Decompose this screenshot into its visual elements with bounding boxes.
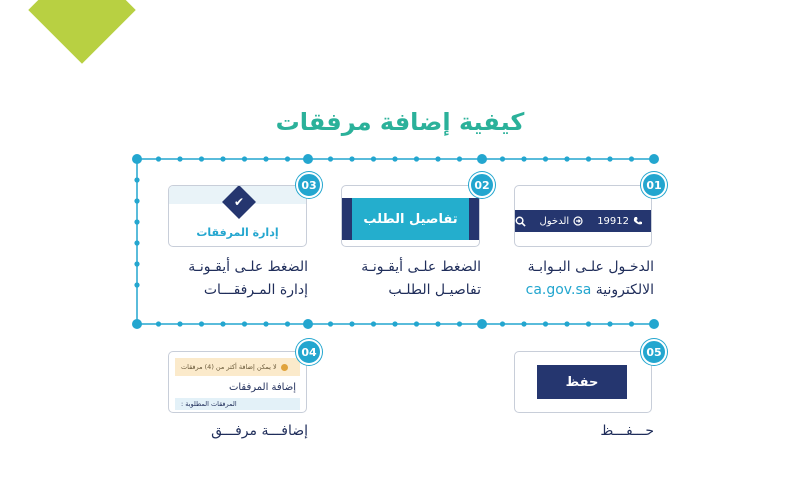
- step-03-card[interactable]: [168, 185, 307, 247]
- warning-text: لا يمكن إضافة أكثر من (4) مرفقات: [181, 363, 277, 371]
- connector-dot: [586, 321, 591, 326]
- login-icon: [573, 216, 583, 226]
- phone-icon: [633, 216, 643, 226]
- connector-dot: [134, 261, 139, 266]
- connector-dot: [543, 321, 548, 326]
- connector-node: [649, 154, 659, 164]
- step-05-card: [514, 351, 652, 413]
- step-03-caption-line2: إدارة المـرفقـــات: [203, 282, 308, 298]
- request-details-frame: [342, 198, 479, 240]
- step-04-caption: [211, 420, 308, 443]
- connector-dot: [220, 321, 225, 326]
- connector-node: [132, 319, 142, 329]
- connector-dot: [435, 156, 440, 161]
- step-05-caption: [600, 420, 654, 443]
- connector-dot: [134, 282, 139, 287]
- connector-dot: [607, 321, 612, 326]
- add-attachments-heading: إضافة المرفقات: [228, 382, 296, 393]
- connector-dot: [285, 321, 290, 326]
- step-01-caption-line2-text: الالكترونية: [591, 282, 654, 298]
- connector-dot: [263, 321, 268, 326]
- step-04-card: [168, 351, 307, 413]
- connector-dot: [457, 156, 462, 161]
- connector-dot: [500, 321, 505, 326]
- step-01-caption-line1: الدخـول علـى البـوابـة: [527, 259, 654, 275]
- step-03-badge: 03: [296, 172, 322, 198]
- connector-dot: [177, 321, 182, 326]
- connector-dot: [521, 156, 526, 161]
- connector-dot: [392, 156, 397, 161]
- connector-dot: [134, 240, 139, 245]
- connector-dot: [392, 321, 397, 326]
- connector-node: [132, 154, 142, 164]
- check-icon: ✔: [233, 195, 245, 209]
- step-03-caption: [188, 256, 308, 302]
- step-01-caption-line2: [526, 279, 654, 302]
- step-02-caption: [361, 256, 481, 302]
- required-attachments-label: المرفقات المطلوبة :: [181, 400, 237, 408]
- step-05-caption-line1: حـــفـــظ: [600, 423, 654, 439]
- connector-dot: [220, 156, 225, 161]
- warning-icon: [281, 364, 288, 371]
- step-01-badge: 01: [641, 172, 667, 198]
- portal-url-link[interactable]: ca.gov.sa: [525, 282, 592, 298]
- connector-dot: [629, 156, 634, 161]
- step-02-caption-line1: الضغط علـى أيقـونـة: [361, 259, 481, 275]
- connector-node: [477, 319, 487, 329]
- connector-dot: [177, 156, 182, 161]
- connector-dot: [134, 198, 139, 203]
- phone-link[interactable]: [597, 216, 643, 227]
- connector-dot: [156, 156, 161, 161]
- connector-dot: [435, 321, 440, 326]
- connector-dot: [134, 177, 139, 182]
- connector-dot: [414, 156, 419, 161]
- connector-dot: [457, 321, 462, 326]
- connector-dot: [371, 321, 376, 326]
- connector-dot: [564, 321, 569, 326]
- step-04-badge: 04: [296, 339, 322, 365]
- step-02-caption-line2: تفاصيـل الطلـب: [388, 282, 481, 298]
- connector-dot: [199, 156, 204, 161]
- connector-dot: [500, 156, 505, 161]
- connector-node: [303, 154, 313, 164]
- connector-dot: [371, 156, 376, 161]
- connector-node: [303, 319, 313, 329]
- step-02-card: [341, 185, 480, 247]
- search-icon[interactable]: [515, 216, 526, 227]
- connector-dot: [586, 156, 591, 161]
- connector-dot: [629, 321, 634, 326]
- connector-dot: [349, 156, 354, 161]
- attachment-limit-warning: [175, 358, 300, 376]
- connector-dot: [263, 156, 268, 161]
- connector-dot: [564, 156, 569, 161]
- connector-dot: [199, 321, 204, 326]
- connector-dot: [349, 321, 354, 326]
- connector-node: [649, 319, 659, 329]
- step-03-caption-line1: الضغط علـى أيقـونـة: [188, 259, 308, 275]
- connector-dot: [328, 156, 333, 161]
- step-02-badge: 02: [469, 172, 495, 198]
- step-04-caption-line1: إضافـــة مرفـــق: [211, 423, 308, 439]
- manage-attachments-label: إدارة المرفقات: [196, 226, 279, 239]
- step-01-card: [514, 185, 652, 247]
- required-attachments-row[interactable]: [175, 398, 300, 410]
- connector-dot: [328, 321, 333, 326]
- connector-dot: [543, 156, 548, 161]
- connector-dot: [156, 321, 161, 326]
- login-label: الدخول: [539, 215, 570, 227]
- connector-dot: [521, 321, 526, 326]
- connector-dot: [285, 156, 290, 161]
- connector-dot: [242, 321, 247, 326]
- connector-node: [477, 154, 487, 164]
- login-link[interactable]: [540, 216, 584, 227]
- connector-dot: [134, 219, 139, 224]
- connector-dot: [607, 156, 612, 161]
- phone-number: 19912: [597, 215, 629, 227]
- page-title: كيفية إضافة مرفقات: [275, 108, 525, 136]
- portal-header-bar: [515, 210, 651, 232]
- save-button[interactable]: حفظ: [537, 365, 627, 399]
- connector-dot: [414, 321, 419, 326]
- step-01-caption: [526, 256, 654, 302]
- connector-dot: [242, 156, 247, 161]
- request-details-button[interactable]: تفاصيل الطلب: [352, 198, 469, 240]
- step-05-badge: 05: [641, 339, 667, 365]
